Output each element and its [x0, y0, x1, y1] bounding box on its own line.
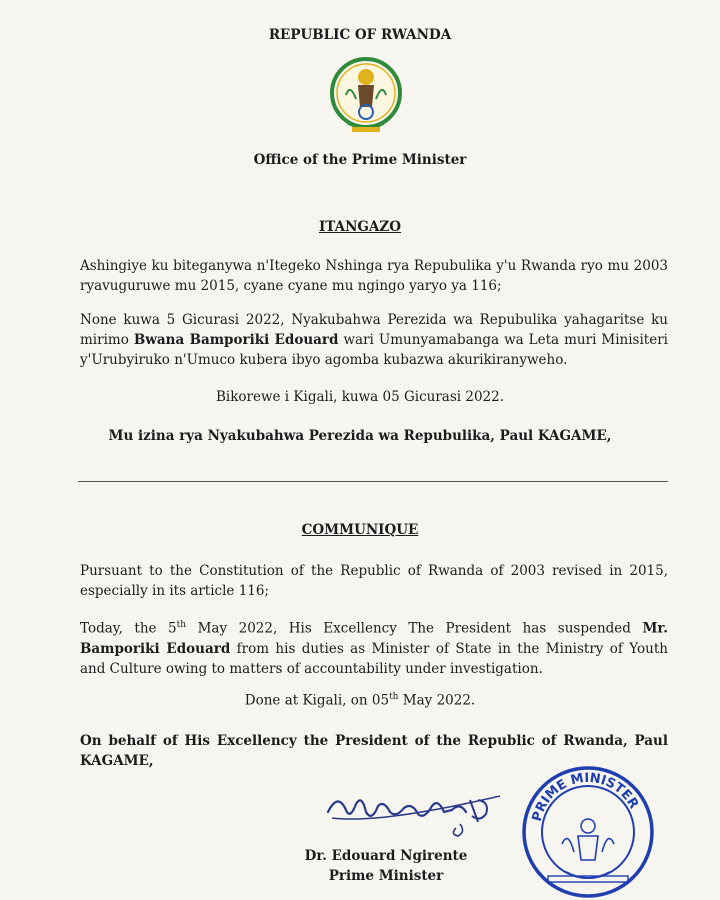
- communique-paragraph-1: [80, 561, 668, 601]
- itangazo-paragraph-2: [80, 310, 668, 370]
- communique-place-date: [0, 692, 720, 709]
- itangazo-p2-name: Bwana Bamporiki Edouard: [133, 332, 339, 348]
- itangazo-p1-text: Ashingiye ku biteganywa n'Itegeko Nshinga rya Repubulika y'u Rwanda ryo mu 2003 ryavuguruwe mu 2015, cyane cyane mu ngingo yaryo ya 116;: [80, 258, 668, 294]
- republic-heading: REPUBLIC OF RWANDA: [268, 27, 452, 43]
- communique-behalf-text: On behalf of His Excellency the President of the Republic of Rwanda, Paul KAGAME,: [80, 733, 668, 769]
- place-date-text-b: May 2022.: [398, 692, 476, 709]
- place-date-text-a: Done at Kigali, on 05: [244, 692, 390, 709]
- communique-p2-sup: th: [176, 620, 187, 630]
- itangazo-title: ITANGAZO: [318, 219, 402, 235]
- communique-p2-text-b: May 2022, His Excellency The President has suspended: [186, 620, 643, 637]
- rwanda-coat-of-arms-icon: [328, 55, 404, 137]
- signatory-title: Prime Minister: [328, 868, 444, 884]
- itangazo-paragraph-1: [80, 256, 668, 296]
- itangazo-place-date: Bikorewe i Kigali, kuwa 05 Gicurasi 2022.: [215, 389, 505, 405]
- office-heading: Office of the Prime Minister: [253, 152, 467, 168]
- prime-minister-stamp-icon: [518, 760, 658, 900]
- signatory-name: Dr. Edouard Ngirente: [304, 848, 468, 864]
- itangazo-p2-text-b: wari Umunyamabanga wa Leta muri Minisiteri y'Urubyiruko n'Umuco kubera ibyo agomba kubazwa akurikiranyweho.: [80, 332, 668, 368]
- signatory-block: [296, 846, 476, 886]
- itangazo-behalf: Mu izina rya Nyakubahwa Perezida wa Repubulika, Paul KAGAME,: [108, 428, 612, 444]
- section-divider: [78, 481, 668, 482]
- communique-p1-text: Pursuant to the Constitution of the Republic of Rwanda of 2003 revised in 2015, especially in its article 116;: [80, 563, 668, 599]
- communique-paragraph-2: [80, 615, 668, 679]
- communique-p2-name: Mr. Bamporiki Edouard: [80, 620, 668, 657]
- place-date-sup: th: [389, 692, 399, 702]
- communique-p2-text-c: from his duties as Minister of State in the Ministry of Youth and Culture owing to matters of accountability under investigation.: [80, 640, 668, 677]
- stamp-arc-text: PRIME MINISTER: [529, 770, 642, 824]
- itangazo-p2-text-a: None kuwa 5 Gicurasi 2022, Nyakubahwa Perezida wa Repubulika yahagaritse ku mirimo: [80, 312, 668, 348]
- handwritten-signature-icon: [320, 782, 520, 842]
- communique-p2-text-a: Today, the 5: [80, 620, 177, 637]
- communique-title: COMMUNIQUE: [301, 522, 419, 538]
